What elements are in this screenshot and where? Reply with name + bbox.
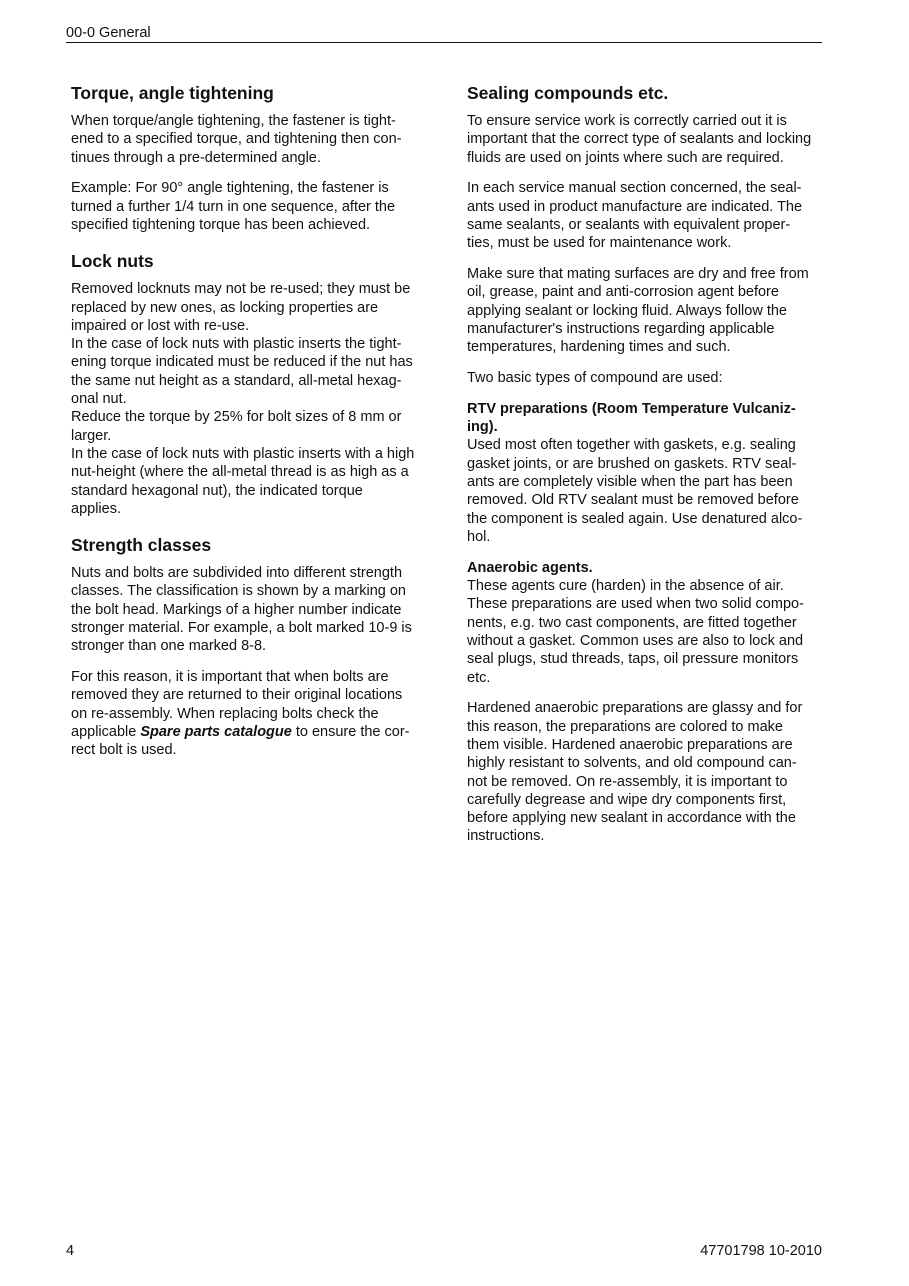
text-line: Nuts and bolts are subdivided into different strength bbox=[71, 565, 403, 582]
text-line: instructions. bbox=[467, 828, 545, 845]
text-line: Hardened anaerobic preparations are glassy and for bbox=[467, 700, 803, 717]
spare-parts-catalogue-reference: Spare parts catalogue bbox=[140, 724, 292, 741]
text-line: Example: For 90° angle tightening, the fastener is bbox=[71, 180, 389, 197]
text-line: ties, must be used for maintenance work. bbox=[467, 235, 732, 252]
paragraph-torque-2 bbox=[71, 179, 427, 234]
text-fragment: to ensure the cor- bbox=[291, 724, 410, 741]
text-line: removed. Old RTV sealant must be removed before bbox=[467, 492, 799, 509]
text-line: ening torque indicated must be reduced if the nut has bbox=[71, 354, 413, 371]
text-line: onal nut. bbox=[71, 391, 127, 408]
text-line: highly resistant to solvents, and old compound can- bbox=[467, 755, 797, 772]
text-line: tinues through a pre-determined angle. bbox=[71, 149, 321, 166]
section-sealing-compounds bbox=[467, 82, 823, 846]
text-fragment: applicable bbox=[71, 724, 141, 741]
text-line: To ensure service work is correctly carried out it is bbox=[467, 113, 787, 129]
text-line: the bolt head. Markings of a higher number indicate bbox=[71, 601, 402, 618]
text-line: ing). bbox=[467, 419, 498, 436]
paragraph-rtv bbox=[467, 400, 823, 546]
section-heading-sealing: Sealing compounds etc. bbox=[467, 83, 669, 103]
text-line: not be removed. On re-assembly, it is important to bbox=[467, 773, 788, 790]
text-line: stronger material. For example, a bolt marked 10-9 is bbox=[71, 620, 412, 637]
text-line: fluids are used on joints where such are required. bbox=[467, 149, 784, 166]
left-column bbox=[71, 82, 427, 772]
text-line: ants are completely visible when the part has been bbox=[467, 474, 793, 491]
text-line: etc. bbox=[467, 669, 491, 686]
paragraph-sealing-1 bbox=[467, 112, 823, 167]
text-line: them visible. Hardened anaerobic preparations are bbox=[467, 736, 793, 753]
text-line: When torque/angle tightening, the fastener is tight- bbox=[71, 113, 396, 129]
text-line: gasket joints, or are brushed on gaskets. RTV seal- bbox=[467, 455, 797, 472]
page-header-title: 00-0 General bbox=[66, 25, 151, 41]
text-line: carefully degrease and wipe dry components first, bbox=[467, 791, 787, 808]
text-line: turned a further 1/4 turn in one sequence, after the bbox=[71, 198, 396, 215]
text-line: this reason, the preparations are colored to make bbox=[467, 718, 783, 735]
text-line: seal plugs, stud threads, taps, oil pressure monitors bbox=[467, 651, 799, 668]
text-line: Two basic types of compound are used: bbox=[467, 370, 723, 387]
section-torque-angle bbox=[71, 82, 427, 234]
text-line: ants used in product manufacture are indicated. The bbox=[467, 198, 803, 215]
text-line: same sealants, or sealants with equivalent proper- bbox=[467, 216, 791, 233]
text-line: temperatures, hardening times and such. bbox=[467, 339, 731, 356]
text-line: These preparations are used when two solid compo- bbox=[467, 596, 804, 613]
paragraph-sealing-3 bbox=[467, 265, 823, 356]
paragraph-torque-1 bbox=[71, 112, 427, 167]
text-line: nents, e.g. two cast components, are fitted together bbox=[467, 614, 797, 631]
text-line: removed they are returned to their original locations bbox=[71, 687, 403, 704]
page-number: 4 bbox=[66, 1243, 75, 1259]
section-lock-nuts bbox=[71, 250, 427, 518]
text-line: the same nut height as a standard, all-metal hexag- bbox=[71, 372, 402, 389]
section-heading-torque: Torque, angle tightening bbox=[71, 83, 274, 103]
text-line: oil, grease, paint and anti-corrosion agent before bbox=[467, 284, 779, 301]
header-divider bbox=[66, 42, 822, 43]
text-line: without a gasket. Common uses are also to lock and bbox=[467, 632, 804, 649]
text-line: applying sealant or locking fluid. Always follow the bbox=[467, 302, 787, 319]
text-line: the component is sealed again. Use denatured alco- bbox=[467, 510, 803, 527]
text-line: on re-assembly. When replacing bolts check the bbox=[71, 705, 379, 722]
text-line: Reduce the torque by 25% for bolt sizes of 8 mm or bbox=[71, 409, 402, 426]
text-line: Make sure that mating surfaces are dry and free from bbox=[467, 266, 809, 283]
text-line: stronger than one marked 8-8. bbox=[71, 638, 267, 655]
paragraph-anaerobic bbox=[467, 559, 823, 687]
document-id: 47701798 10-2010 bbox=[700, 1243, 822, 1259]
text-line: applies. bbox=[71, 500, 121, 517]
text-line: In the case of lock nuts with plastic inserts the tight- bbox=[71, 336, 402, 353]
paragraph-sealing-2 bbox=[467, 179, 823, 252]
text-line: classes. The classification is shown by a marking on bbox=[71, 583, 406, 600]
text-line: In the case of lock nuts with plastic inserts with a high bbox=[71, 445, 415, 462]
section-heading-lock-nuts: Lock nuts bbox=[71, 251, 154, 272]
paragraph-lock-nuts bbox=[71, 280, 427, 518]
text-line: In each service manual section concerned, the seal- bbox=[467, 180, 802, 197]
text-line: For this reason, it is important that when bolts are bbox=[71, 669, 389, 686]
section-heading-strength: Strength classes bbox=[71, 535, 212, 556]
text-line: RTV preparations (Room Temperature Vulcaniz- bbox=[467, 400, 796, 417]
text-line: Removed locknuts may not be re-used; they must be bbox=[71, 281, 411, 298]
subheading-rtv bbox=[467, 400, 823, 437]
right-column bbox=[467, 82, 823, 858]
text-line: before applying new sealant in accordance with the bbox=[467, 810, 796, 827]
section-strength-classes bbox=[71, 534, 427, 759]
text-line: ened to a specified torque, and tightening then con- bbox=[71, 131, 402, 148]
text-line: Used most often together with gaskets, e.g. sealing bbox=[467, 437, 796, 454]
text-line bbox=[71, 723, 427, 741]
text-line: larger. bbox=[71, 427, 112, 444]
text-line: specified tightening torque has been achieved. bbox=[71, 216, 371, 233]
text-line: standard hexagonal nut), the indicated torque bbox=[71, 482, 363, 499]
text-line: impaired or lost with re-use. bbox=[71, 317, 250, 334]
paragraph-strength-2 bbox=[71, 668, 427, 759]
subheading-anaerobic: Anaerobic agents. bbox=[467, 559, 593, 576]
text-line: rect bolt is used. bbox=[71, 742, 177, 759]
text-line: important that the correct type of sealants and locking bbox=[467, 131, 812, 148]
text-line: These agents cure (harden) in the absence of air. bbox=[467, 578, 784, 595]
text-line: hol. bbox=[467, 528, 491, 545]
text-line: manufacturer's instructions regarding applicable bbox=[467, 320, 775, 337]
paragraph-hardened-anaerobic bbox=[467, 699, 823, 845]
text-line: replaced by new ones, as locking properties are bbox=[71, 299, 379, 316]
paragraph-sealing-4 bbox=[467, 369, 823, 387]
paragraph-strength-1 bbox=[71, 564, 427, 655]
text-line: nut-height (where the all-metal thread is as high as a bbox=[71, 464, 409, 481]
